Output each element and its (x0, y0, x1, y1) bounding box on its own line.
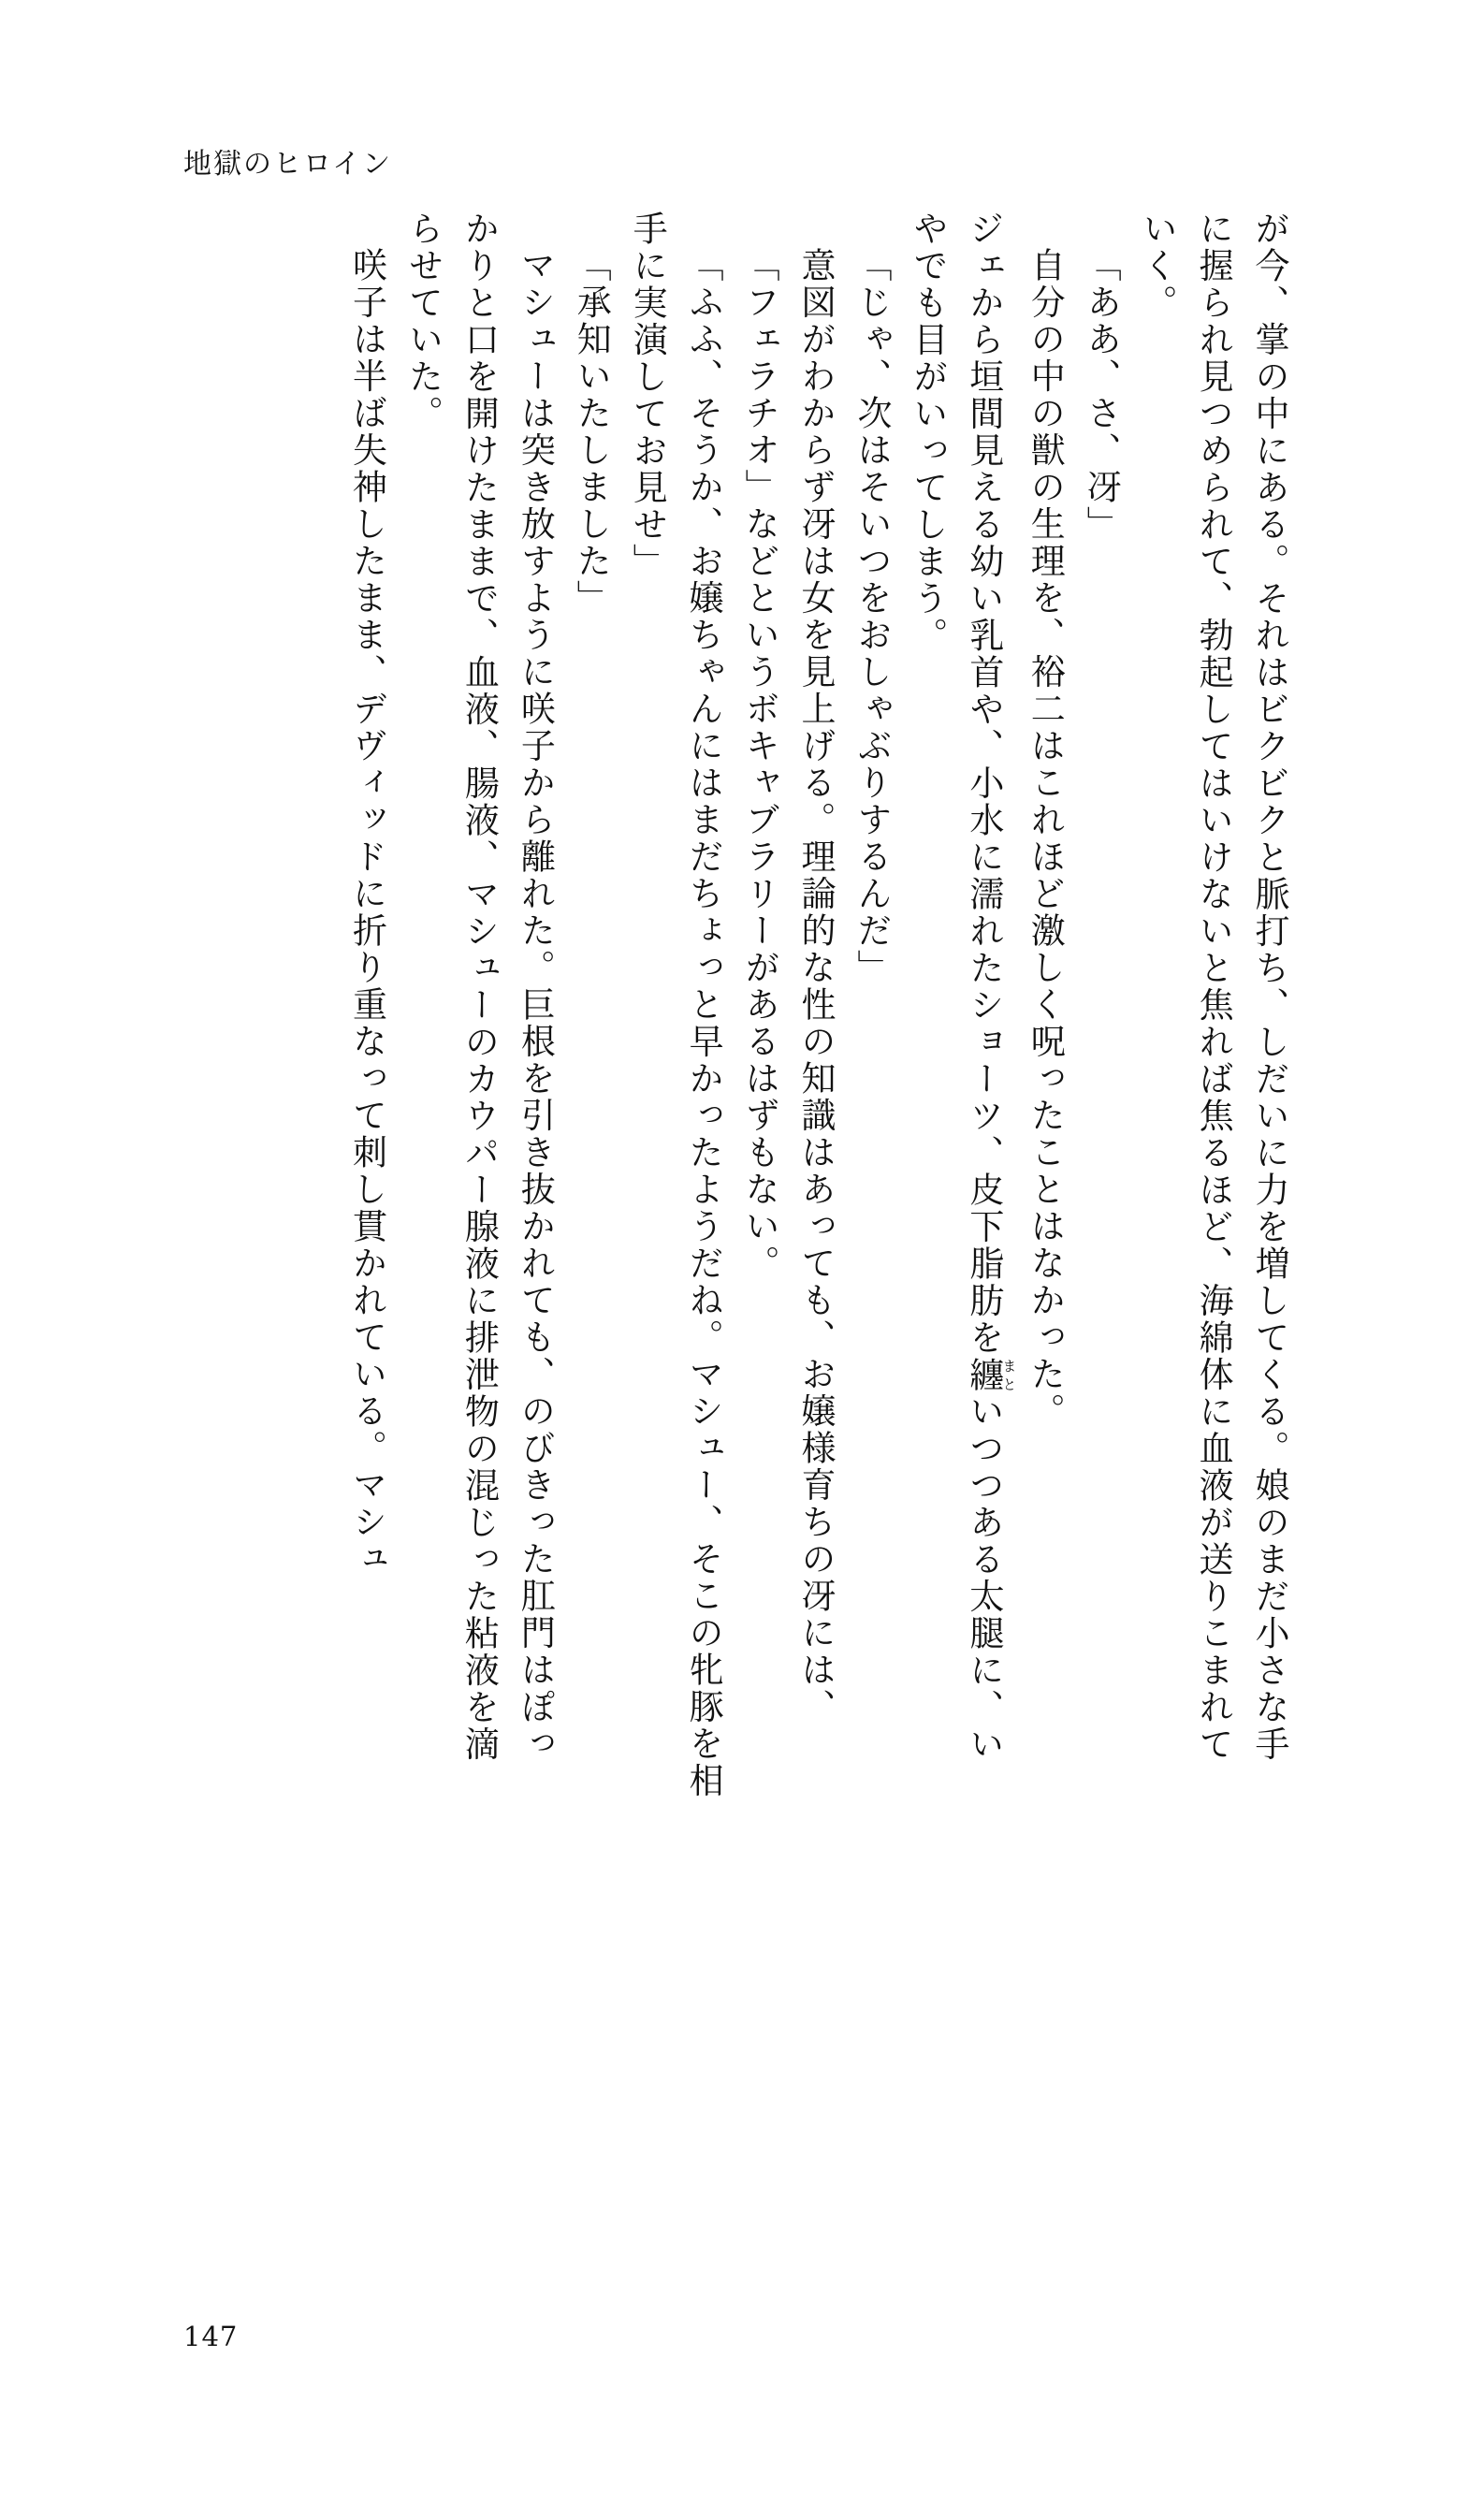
paragraph: やでも目がいってしまう。 (907, 211, 948, 654)
paragraph: 「承知いたしました」 (571, 247, 612, 617)
paragraph: らせていた。 (402, 211, 444, 432)
paragraph: マシューは突き放すように咲子から離れた。巨根を引き抜かれても、のびきった肛門はぽっ (515, 247, 556, 1763)
body-text-block (183, 211, 1297, 2297)
paragraph: 「フェラチオ」などというボキャブラリーがあるはずもない。 (739, 247, 780, 1282)
paragraph: 自分の中の獣の生理を、裕二はこれほど激しく呪ったことはなかった。 (1025, 247, 1066, 1430)
paragraph: 手に実演してお見せ」 (627, 211, 668, 580)
page-number: 147 (183, 2321, 239, 2352)
paragraph: に握られ見つめられて、勃起してはいけないと焦れば焦るほど、海綿体に血液が送りこまれて (1193, 211, 1234, 1763)
paragraph: が今、掌の中にある。それはビクビクと脈打ち、しだいに力を増してくる。娘のまだ小さな手 (1249, 211, 1289, 1763)
paragraph: 「ふふ、そうか、お嬢ちゃんにはまだちょっと早かったようだね。マシュー、そこの牝豚を相 (683, 247, 724, 1799)
paragraph: 咲子は半ば失神したまま、デヴィッドに折り重なって刺し貫かれている。マシュ (346, 247, 387, 1578)
paragraph: 「じゃ、次はそいつをおしゃぶりするんだ」 (851, 247, 892, 986)
paragraph: かりと口を開けたままで、血液、腸液、マシューのカウパー腺液に排泄物の混じった粘液を滴 (458, 211, 500, 1763)
running-header-title: 地獄のヒロイン (183, 148, 393, 181)
paragraph: 「ああ、さ、冴」 (1081, 247, 1122, 543)
paragraph: 意図がわからず冴は女を見上げる。理論的な性の知識はあっても、お嬢様育ちの冴には、 (795, 247, 836, 1725)
paragraph: ジェから垣間見える幼い乳首や、小水に濡れたショーツ、皮下脂肪を纏まといつつある太腿に、い (963, 211, 1018, 1763)
paragraph: いく。 (1137, 211, 1178, 322)
